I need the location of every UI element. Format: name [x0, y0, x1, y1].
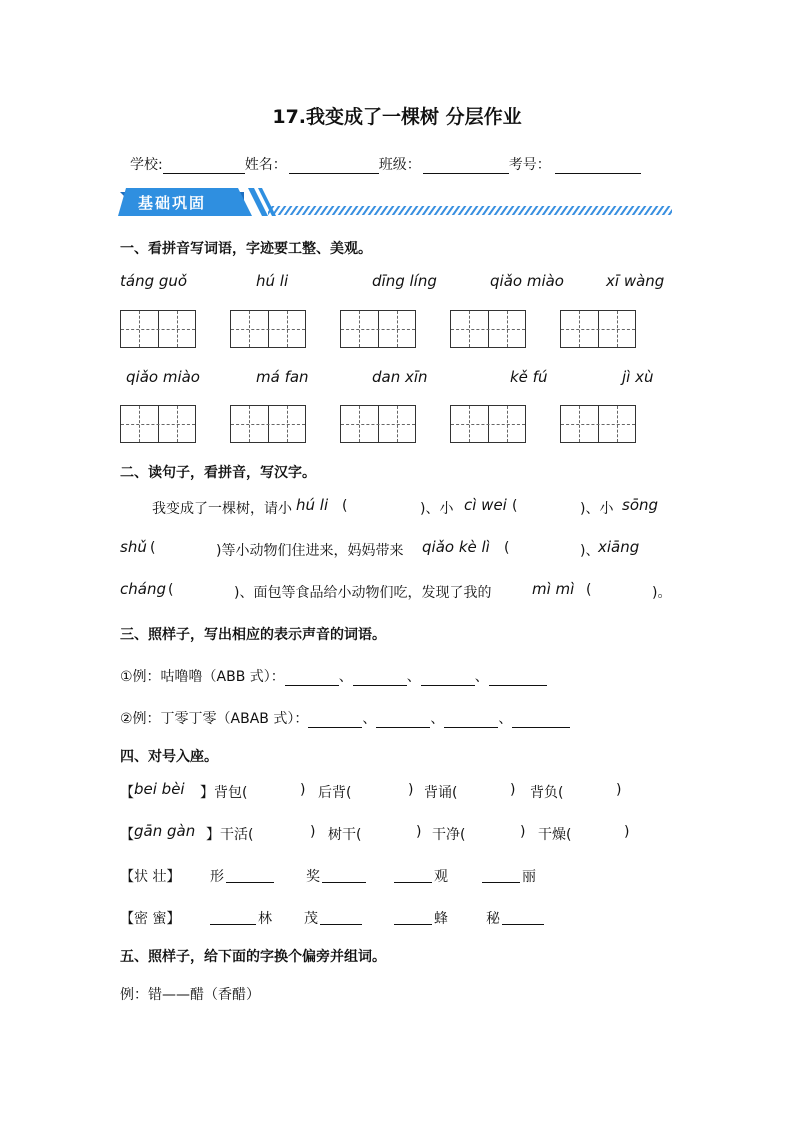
- page-title: 17.我变成了一棵树 分层作业: [272, 106, 522, 128]
- q1-pinyin: qiǎo miào: [490, 272, 564, 290]
- answer-blank[interactable]: [308, 713, 362, 728]
- bracket-close: 】: [206, 827, 220, 843]
- writing-grid[interactable]: [120, 310, 196, 348]
- q2-pinyin: xiāng: [598, 538, 640, 556]
- q4-pinyin: gān gàn: [134, 822, 196, 840]
- answer-blank[interactable]: [444, 713, 498, 728]
- exam-no-field[interactable]: [555, 159, 641, 174]
- q4-word: 蜂: [434, 911, 448, 927]
- q4-bracket: ): [624, 824, 630, 840]
- writing-grid[interactable]: [560, 405, 636, 443]
- answer-blank[interactable]: [285, 671, 339, 686]
- answer-blank[interactable]: [394, 868, 432, 883]
- q4-word: 茂: [304, 911, 318, 927]
- separator: 、: [338, 669, 353, 685]
- separator: 、: [474, 669, 489, 685]
- answer-blank[interactable]: [489, 671, 547, 686]
- q2-pinyin: sōng: [622, 496, 659, 514]
- writing-grid[interactable]: [230, 405, 306, 443]
- writing-grid[interactable]: [560, 310, 636, 348]
- writing-grid[interactable]: [230, 310, 306, 348]
- separator: 、: [498, 711, 513, 727]
- q4-word: 背诵(: [424, 785, 458, 801]
- answer-blank[interactable]: [482, 868, 520, 883]
- q2-pinyin: mì mì: [532, 580, 575, 598]
- q2-pinyin: cì wei: [464, 496, 507, 514]
- q4-word: 干净(: [432, 827, 466, 843]
- q2-pinyin: hú li: [296, 496, 329, 514]
- q4-word: 树干(: [328, 827, 362, 843]
- q4-bracket: ): [300, 782, 306, 798]
- q2-text: )、面包等食品给小动物们吃，发现了我的: [234, 585, 492, 601]
- answer-blank[interactable]: [376, 713, 430, 728]
- q4-word: 形: [210, 869, 224, 885]
- info-line: [130, 154, 641, 174]
- q4-bracket: ): [416, 824, 422, 840]
- q4-word: 奖: [306, 869, 320, 885]
- q1-pinyin: hú li: [256, 272, 289, 290]
- writing-grid[interactable]: [450, 310, 526, 348]
- q4-bracket: ): [520, 824, 526, 840]
- name-label: 姓名：: [244, 157, 287, 173]
- q4-bracket: ): [310, 824, 316, 840]
- q1-heading: 一、看拼音写词语，字迹要工整、美观。: [120, 241, 372, 257]
- q2-pinyin: shǔ: [120, 538, 147, 556]
- q2-bracket: (: [150, 540, 156, 556]
- q4-word: 观: [434, 869, 448, 885]
- q4-bracket: ): [510, 782, 516, 798]
- answer-blank[interactable]: [320, 910, 362, 925]
- q4-word: 背包(: [214, 785, 248, 801]
- q3-example-2: [120, 708, 570, 728]
- q4-bracket: ): [616, 782, 622, 798]
- answer-blank[interactable]: [394, 910, 432, 925]
- writing-grid[interactable]: [340, 310, 416, 348]
- q4-pinyin: bei bèi: [134, 780, 185, 798]
- answer-blank[interactable]: [502, 910, 544, 925]
- bracket-close: 】: [200, 785, 214, 801]
- q1-pinyin: táng guǒ: [120, 272, 188, 290]
- answer-blank[interactable]: [322, 868, 366, 883]
- separator: 、: [362, 711, 377, 727]
- q4-word: 背负(: [530, 785, 564, 801]
- class-label: 班级：: [378, 157, 421, 173]
- q5-heading: 五、照样子，给下面的字换个偏旁并组词。: [120, 949, 386, 965]
- q1-pinyin: xī wàng: [606, 272, 665, 290]
- answer-blank[interactable]: [512, 713, 570, 728]
- q4-heading: 四、对号入座。: [120, 749, 218, 765]
- school-label: 学校:: [130, 157, 163, 173]
- q1-pinyin: qiǎo miào: [126, 368, 200, 386]
- q1-pinyin: dan xīn: [372, 368, 428, 386]
- q1-pinyin: má fan: [256, 368, 309, 386]
- q3-example-text: ②例：丁零丁零（ABAB 式）：: [120, 711, 309, 727]
- q4-label: 【密 蜜】: [120, 911, 181, 927]
- writing-grid[interactable]: [450, 405, 526, 443]
- q5-example: 例：错——醋（香醋）: [120, 987, 260, 1003]
- writing-grid[interactable]: [120, 405, 196, 443]
- q2-text: )、小: [420, 501, 454, 517]
- q2-text: )。: [652, 585, 672, 601]
- answer-blank[interactable]: [226, 868, 274, 883]
- class-field[interactable]: [423, 159, 509, 174]
- q2-text: )、: [580, 543, 600, 559]
- answer-blank[interactable]: [210, 910, 256, 925]
- q4-word: 林: [258, 911, 272, 927]
- writing-grid[interactable]: [340, 405, 416, 443]
- bracket-open: 【: [120, 827, 134, 843]
- q4-label: 【状 壮】: [120, 869, 181, 885]
- bracket-open: 【: [120, 785, 134, 801]
- q2-bracket: (: [168, 582, 174, 598]
- q4-word: 后背(: [318, 785, 352, 801]
- q4-bracket: ): [408, 782, 414, 798]
- school-field[interactable]: [163, 159, 245, 174]
- q2-bracket: (: [512, 498, 518, 514]
- q2-text: 我变成了一棵树，请小: [152, 501, 292, 517]
- separator: 、: [430, 711, 445, 727]
- q4-word: 秘: [486, 911, 500, 927]
- q1-pinyin: dīng líng: [372, 272, 437, 290]
- banner-label: 基础巩固: [138, 194, 207, 212]
- q2-pinyin: cháng: [120, 580, 166, 598]
- q2-heading: 二、读句子，看拼音，写汉字。: [120, 465, 316, 481]
- name-field[interactable]: [289, 159, 379, 174]
- q4-word: 丽: [522, 869, 536, 885]
- banner-stripe: [268, 206, 672, 215]
- q2-bracket: (: [504, 540, 510, 556]
- q4-word: 干活(: [220, 827, 254, 843]
- q3-example-1: [120, 666, 547, 686]
- separator: 、: [406, 669, 421, 685]
- exam-no-label: 考号：: [508, 157, 551, 173]
- q1-pinyin: jì xù: [622, 368, 654, 386]
- q4-word: 干燥(: [538, 827, 572, 843]
- q3-heading: 三、照样子，写出相应的表示声音的词语。: [120, 627, 386, 643]
- q2-bracket: (: [342, 498, 348, 514]
- q2-pinyin: qiǎo kè lì: [422, 538, 490, 556]
- q2-text: )等小动物们住进来，妈妈带来: [216, 543, 404, 559]
- q3-example-text: ①例：咕噜噜（ABB 式）：: [120, 669, 285, 685]
- q1-pinyin: kě fú: [510, 368, 548, 386]
- answer-blank[interactable]: [353, 671, 407, 686]
- answer-blank[interactable]: [421, 671, 475, 686]
- q2-bracket: (: [586, 582, 592, 598]
- q2-text: )、小: [580, 501, 614, 517]
